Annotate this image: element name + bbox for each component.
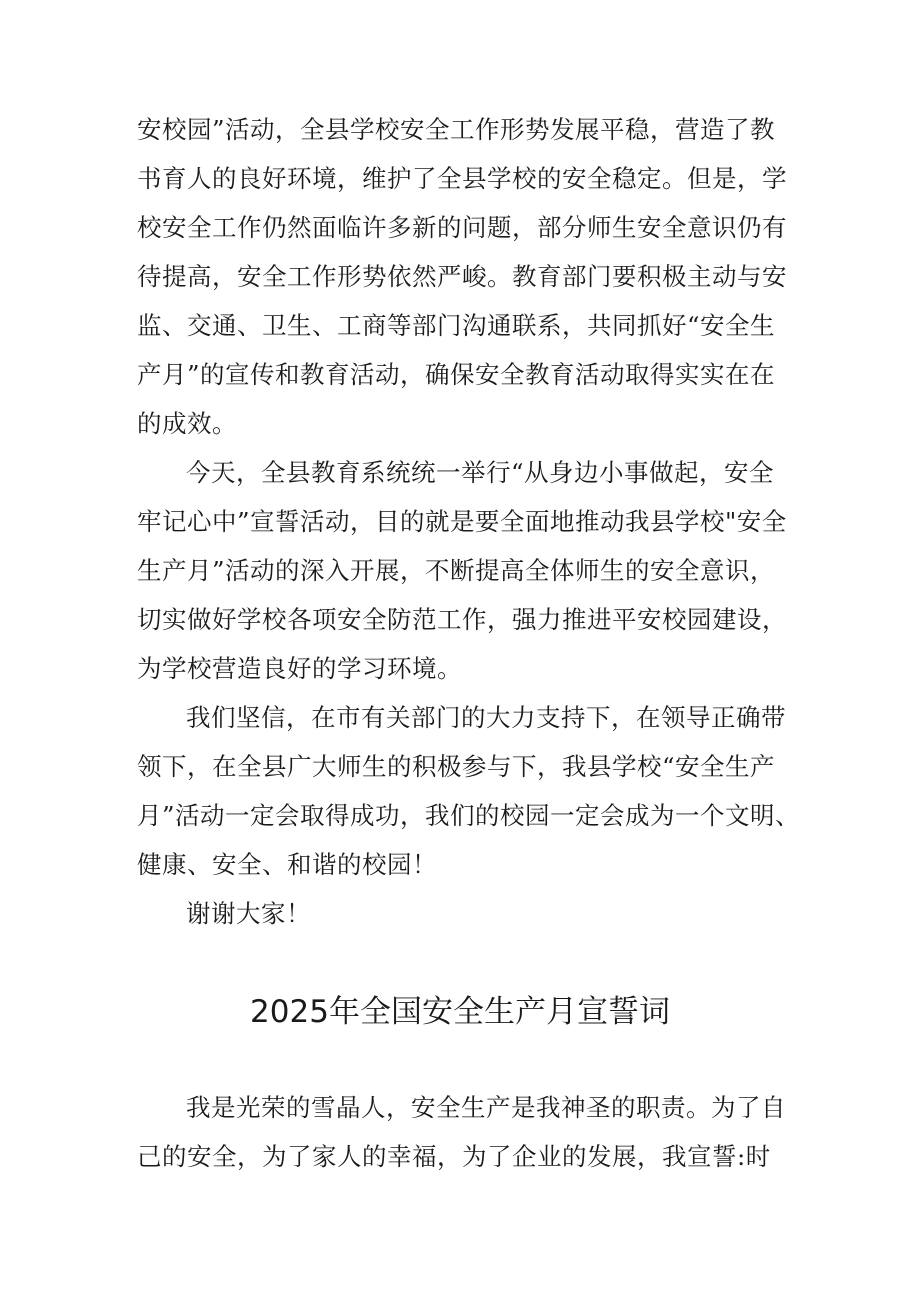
- closing-line: 谢谢大家！: [186, 899, 311, 928]
- body-line: 书育人的良好环境，维护了全县学校的安全稳定。但是，学: [137, 164, 787, 193]
- body-line: 己的安全，为了家人的幸福，为了企业的发展，我宣誓:时: [137, 1142, 771, 1171]
- body-line: 为学校营造良好的学习环境。: [137, 654, 462, 683]
- body-line: 健康、安全、和谐的校园！: [137, 850, 437, 879]
- body-line: 校安全工作仍然面临许多新的问题，部分师生安全意识仍有: [137, 213, 787, 242]
- body-line: 产月”的宣传和教育活动，确保安全教育活动取得实实在在: [137, 360, 776, 389]
- body-line: 待提高，安全工作形势依然严峻。教育部门要积极主动与安: [137, 262, 787, 291]
- body-line: 切实做好学校各项安全防范工作，强力推进平安校园建设，: [137, 605, 787, 634]
- body-line: 月”活动一定会取得成功，我们的校园一定会成为一个文明、: [137, 801, 801, 830]
- paragraph-first-line: 我们坚信，在市有关部门的大力支持下，在领导正确带: [186, 703, 786, 732]
- body-line: 领下，在全县广大师生的积极参与下，我县学校“安全生产: [137, 752, 776, 781]
- body-line: 牢记心中”宣誓活动，目的就是要全面地推动我县学校"安全: [137, 507, 787, 536]
- paragraph-first-line: 我是光荣的雪晶人，安全生产是我神圣的职责。为了自: [186, 1093, 786, 1122]
- body-line: 生产月”活动的深入开展，不断提高全体师生的安全意识，: [137, 556, 776, 585]
- body-line: 的成效。: [137, 409, 237, 438]
- body-line: 监、交通、卫生、工商等部门沟通联系，共同抓好“安全生: [137, 311, 776, 340]
- paragraph-first-line: 今天，全县教育系统统一举行“从身边小事做起，安全: [186, 458, 775, 487]
- document-title: 2025年全国安全生产月宣誓词: [250, 994, 670, 1030]
- body-line: 安校园”活动，全县学校安全工作形势发展平稳，营造了教: [137, 115, 776, 144]
